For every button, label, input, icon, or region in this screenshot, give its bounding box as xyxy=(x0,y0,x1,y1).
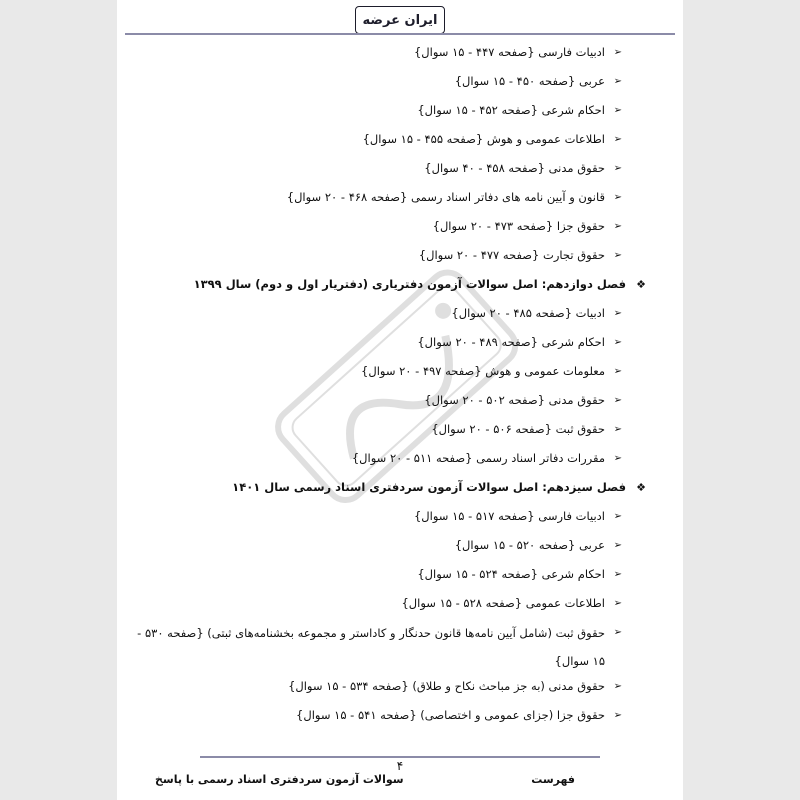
arrow-bullet-icon: ➢ xyxy=(613,163,622,174)
toc-item xyxy=(130,103,622,118)
toc-item xyxy=(130,596,622,611)
toc-entry-text: اطلاعات عمومی {صفحه ۵۲۸ - ۱۵ سوال} xyxy=(401,596,605,610)
toc-entry-text: حقوق مدنی {صفحه ۴۵۸ - ۴۰ سوال} xyxy=(424,161,605,175)
page-number: ۴ xyxy=(396,759,404,773)
footer-book-title: سوالات آزمون سردفتری اسناد رسمی با پاسخ xyxy=(155,773,404,786)
toc-entry-text: احکام شرعی {صفحه ۵۲۴ - ۱۵ سوال} xyxy=(417,567,605,581)
toc-entry-text: ادبیات فارسی {صفحه ۴۴۷ - ۱۵ سوال} xyxy=(413,45,605,59)
toc-entry-text: مقررات دفاتر اسناد رسمی {صفحه ۵۱۱ - ۲۰ سوال} xyxy=(351,451,605,465)
arrow-bullet-icon: ➢ xyxy=(613,308,622,319)
arrow-bullet-icon: ➢ xyxy=(613,105,622,116)
toc-entry-text: حقوق ثبت {صفحه ۵۰۶ - ۲۰ سوال} xyxy=(431,422,605,436)
footer-section-label: فهرست xyxy=(531,773,575,786)
toc-item xyxy=(130,393,622,408)
toc-entry-text: عربی {صفحه ۴۵۰ - ۱۵ سوال} xyxy=(454,74,605,88)
arrow-bullet-icon: ➢ xyxy=(613,598,622,609)
table-of-contents xyxy=(130,45,646,737)
toc-entry-text: فصل سیزدهم: اصل سوالات آزمون سردفتری اسناد رسمی سال ۱۴۰۱ xyxy=(232,480,626,494)
arrow-bullet-icon: ➢ xyxy=(613,681,622,692)
toc-item xyxy=(130,538,622,553)
arrow-bullet-icon: ➢ xyxy=(613,134,622,145)
toc-entry-text: حقوق تجارت {صفحه ۴۷۷ - ۲۰ سوال} xyxy=(418,248,605,262)
diamond-bullet-icon: ❖ xyxy=(636,278,646,291)
toc-item xyxy=(130,679,622,694)
arrow-bullet-icon: ➢ xyxy=(613,337,622,348)
arrow-bullet-icon: ➢ xyxy=(613,540,622,551)
arrow-bullet-icon: ➢ xyxy=(613,250,622,261)
toc-item xyxy=(130,45,622,60)
toc-entry-text: عربی {صفحه ۵۲۰ - ۱۵ سوال} xyxy=(454,538,605,552)
toc-item xyxy=(130,451,622,466)
arrow-bullet-icon: ➢ xyxy=(613,47,622,58)
toc-item xyxy=(130,422,622,437)
toc-entry-text: قانون و آیین نامه های دفاتر اسناد رسمی {صفحه ۴۶۸ - ۲۰ سوال} xyxy=(286,190,605,204)
arrow-bullet-icon: ➢ xyxy=(613,511,622,522)
arrow-bullet-icon: ➢ xyxy=(613,76,622,87)
toc-entry-text: احکام شرعی {صفحه ۴۵۲ - ۱۵ سوال} xyxy=(417,103,605,117)
toc-item xyxy=(130,161,622,176)
toc-item xyxy=(130,619,622,675)
header-divider xyxy=(125,33,675,35)
toc-entry-text: ادبیات فارسی {صفحه ۵۱۷ - ۱۵ سوال} xyxy=(413,509,605,523)
toc-entry-text: حقوق ثبت (شامل آیین نامه‌ها قانون حدنگار و کاداستر و مجموعه بخشنامه‌های ثبتی) {صفحه ۵۳۰ - ۱۵ سوال} xyxy=(137,626,605,668)
arrow-bullet-icon: ➢ xyxy=(613,569,622,580)
toc-entry-text: ادبیات {صفحه ۴۸۵ - ۲۰ سوال} xyxy=(451,306,605,320)
arrow-bullet-icon: ➢ xyxy=(613,366,622,377)
toc-entry-text: حقوق جزا (جزای عمومی و اختصاصی) {صفحه ۵۴۱ - ۱۵ سوال} xyxy=(296,708,605,722)
toc-item xyxy=(130,74,622,89)
arrow-bullet-icon: ➢ xyxy=(613,710,622,721)
toc-item xyxy=(130,248,622,263)
toc-item xyxy=(130,567,622,582)
toc-item xyxy=(130,132,622,147)
toc-item xyxy=(130,219,622,234)
toc-entry-text: حقوق مدنی {صفحه ۵۰۲ - ۲۰ سوال} xyxy=(424,393,605,407)
toc-chapter-heading xyxy=(130,480,646,495)
logo-text: ایران عرضه xyxy=(362,12,438,28)
arrow-bullet-icon: ➢ xyxy=(613,192,622,203)
toc-entry-text: اطلاعات عمومی و هوش {صفحه ۴۵۵ - ۱۵ سوال} xyxy=(362,132,605,146)
toc-item xyxy=(130,190,622,205)
arrow-bullet-icon: ➢ xyxy=(613,395,622,406)
toc-entry-text: حقوق مدنی (به جز مباحث نکاح و طلاق) {صفحه ۵۳۴ - ۱۵ سوال} xyxy=(288,679,605,693)
arrow-bullet-icon: ➢ xyxy=(613,221,622,232)
toc-chapter-heading xyxy=(130,277,646,292)
toc-item xyxy=(130,364,622,379)
footer-divider xyxy=(200,756,600,758)
toc-item xyxy=(130,509,622,524)
arrow-bullet-icon: ➢ xyxy=(613,627,622,638)
toc-item xyxy=(130,335,622,350)
toc-item xyxy=(130,306,622,321)
toc-entry-text: احکام شرعی {صفحه ۴۸۹ - ۲۰ سوال} xyxy=(417,335,605,349)
toc-item xyxy=(130,708,622,723)
brand-logo xyxy=(355,6,445,34)
toc-entry-text: حقوق جزا {صفحه ۴۷۳ - ۲۰ سوال} xyxy=(432,219,605,233)
arrow-bullet-icon: ➢ xyxy=(613,424,622,435)
toc-entry-text: معلومات عمومی و هوش {صفحه ۴۹۷ - ۲۰ سوال} xyxy=(361,364,605,378)
diamond-bullet-icon: ❖ xyxy=(636,481,646,494)
arrow-bullet-icon: ➢ xyxy=(613,453,622,464)
toc-entry-text: فصل دوازدهم: اصل سوالات آزمون دفتریاری (دفتریار اول و دوم) سال ۱۳۹۹ xyxy=(193,277,626,291)
